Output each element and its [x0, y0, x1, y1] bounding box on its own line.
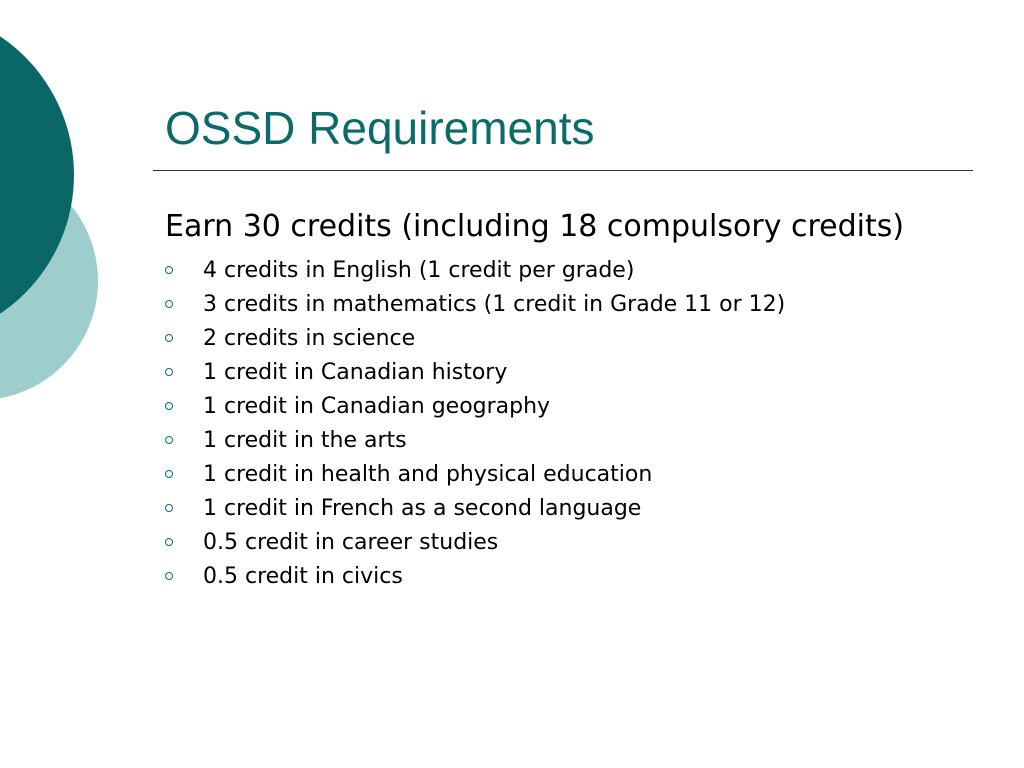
list-item-text: 3 credits in mathematics (1 credit in Grade 11 or 12) [203, 292, 786, 317]
list-item-text: 1 credit in French as a second language [203, 496, 642, 521]
list-item-text: 2 credits in science [203, 326, 416, 351]
list-item [165, 526, 945, 560]
list-item [165, 322, 945, 356]
list-item [165, 390, 945, 424]
list-item-text: 1 credit in Canadian geography [203, 394, 551, 419]
list-item-text: 4 credits in English (1 credit per grade) [203, 258, 635, 283]
list-item [165, 492, 945, 526]
list-item-text: 1 credit in health and physical education [203, 462, 653, 487]
list-item [165, 288, 945, 322]
hollow-circle-icon [165, 334, 173, 342]
hollow-circle-icon [165, 504, 173, 512]
requirements-list [165, 254, 945, 594]
slide-title: OSSD Requirements [165, 102, 595, 154]
list-item-text: 0.5 credit in career studies [203, 530, 499, 555]
list-item [165, 424, 945, 458]
hollow-circle-icon [165, 436, 173, 444]
hollow-circle-icon [165, 402, 173, 410]
hollow-circle-icon [165, 368, 173, 376]
slide-content [165, 208, 945, 594]
title-divider [153, 170, 973, 171]
hollow-circle-icon [165, 572, 173, 580]
list-item [165, 458, 945, 492]
hollow-circle-icon [165, 266, 173, 274]
list-item-text: 1 credit in the arts [203, 428, 407, 453]
list-item [165, 254, 945, 288]
list-item-text: 1 credit in Canadian history [203, 360, 508, 385]
list-item [165, 356, 945, 390]
list-item-text: 0.5 credit in civics [203, 564, 403, 589]
hollow-circle-icon [165, 470, 173, 478]
list-item [165, 560, 945, 594]
hollow-circle-icon [165, 538, 173, 546]
hollow-circle-icon [165, 300, 173, 308]
lead-text: Earn 30 credits (including 18 compulsory credits) [165, 209, 905, 244]
